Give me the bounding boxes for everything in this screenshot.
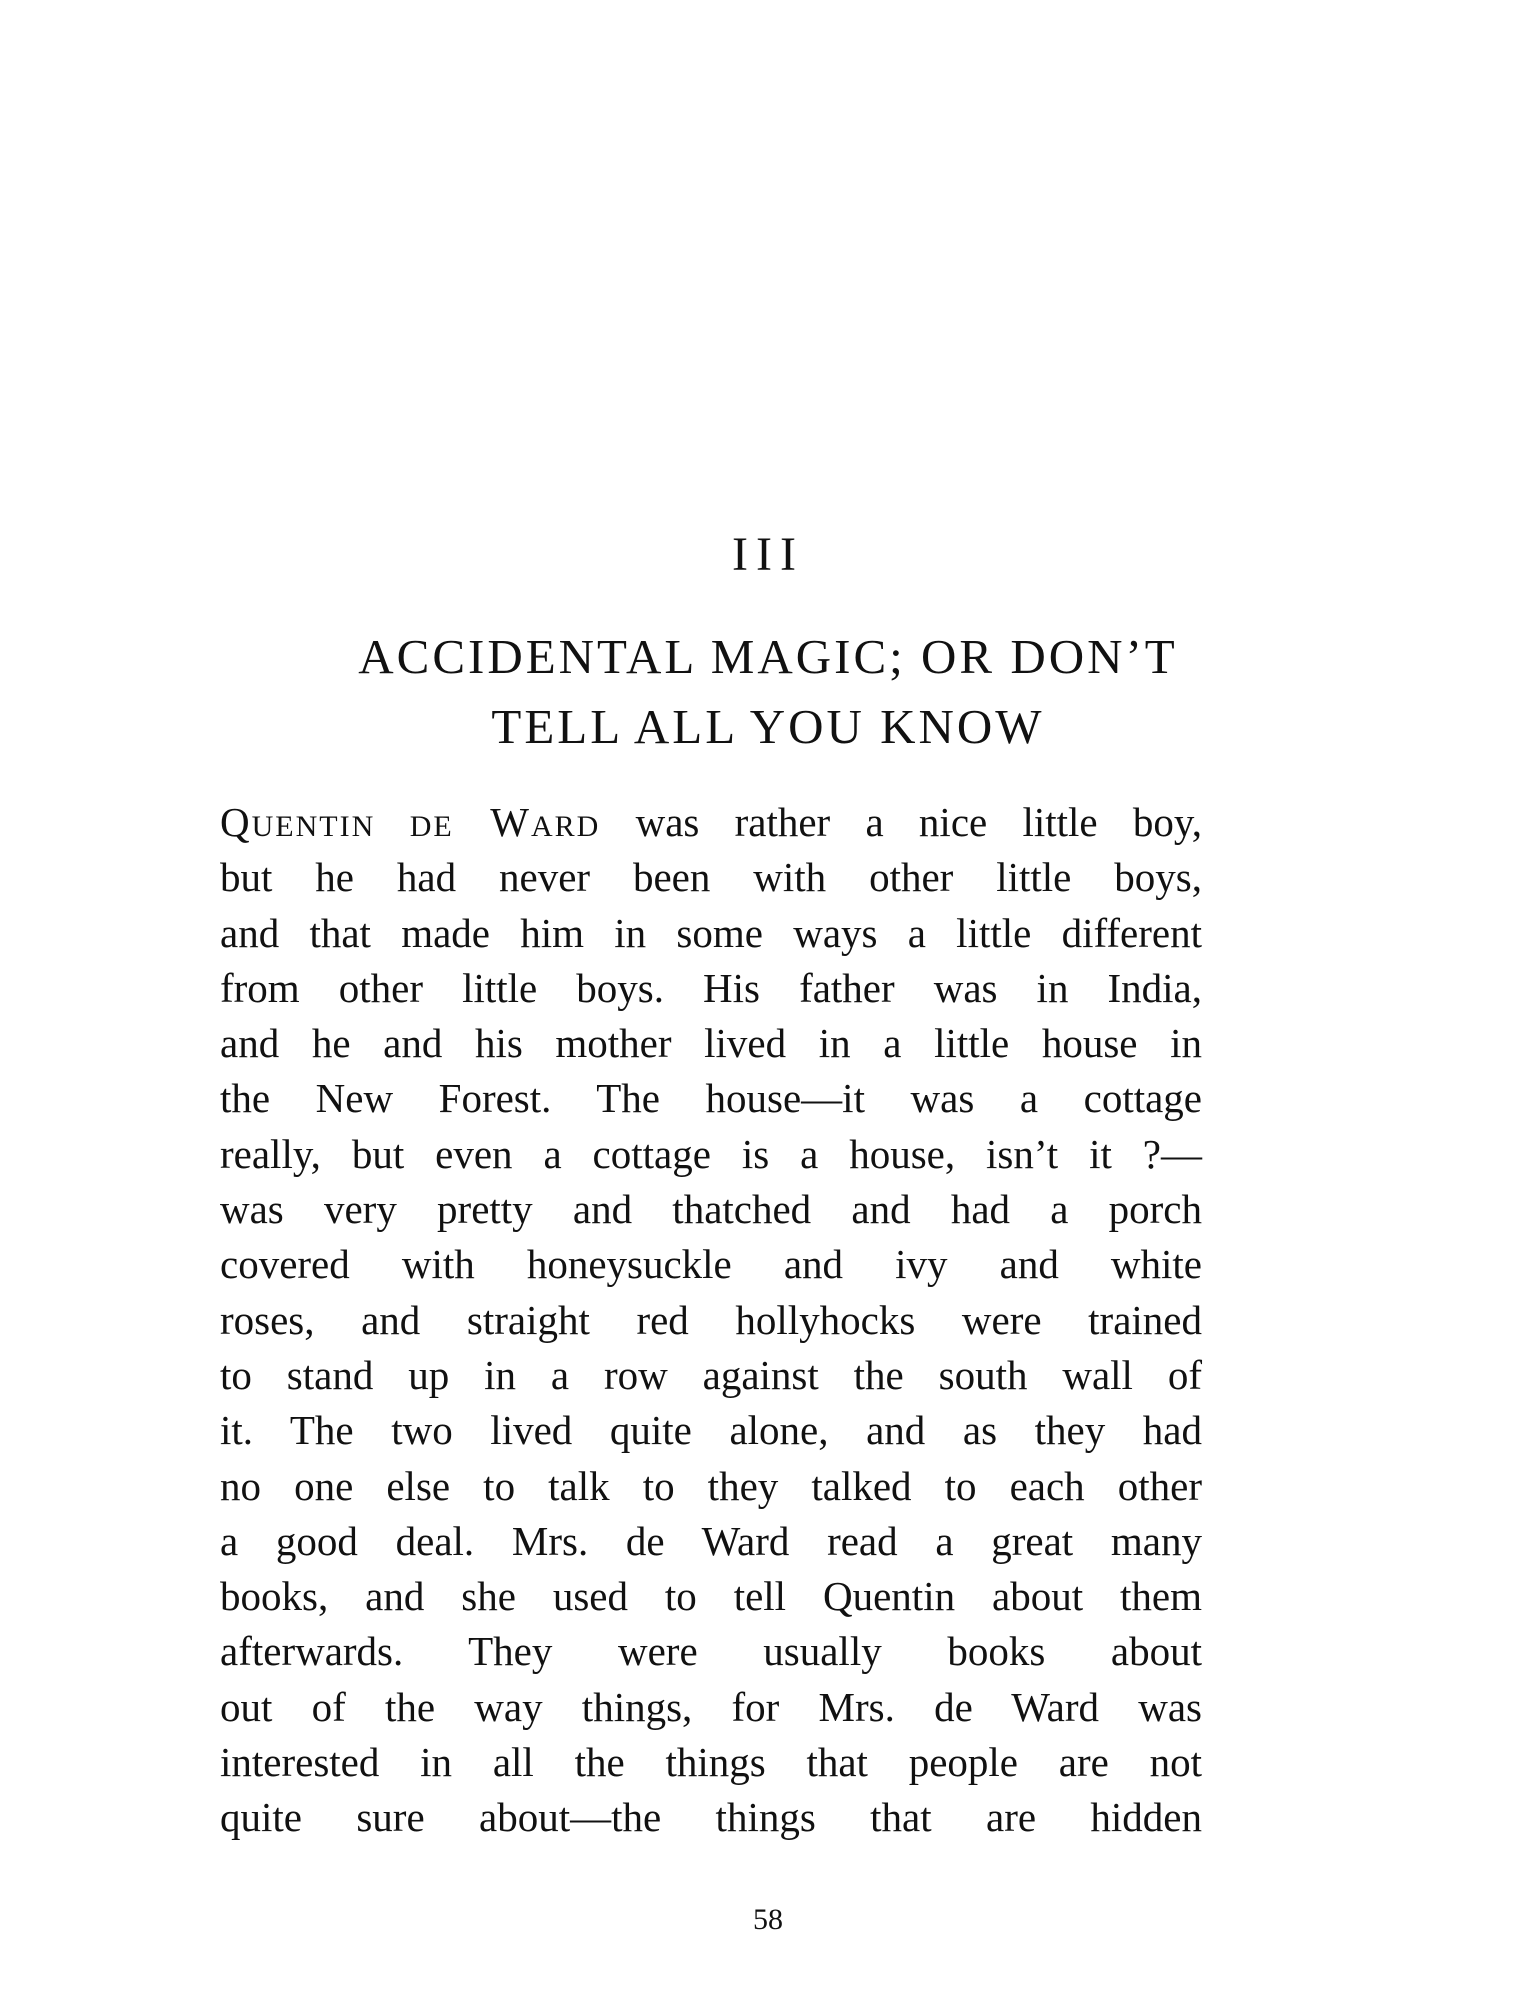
body-line: and he and his mother lived in a little house in <box>220 1020 1202 1067</box>
body-line: from other little boys. His father was in India, <box>220 964 1202 1011</box>
body-line: it. The two lived quite alone, and as they had <box>220 1407 1202 1454</box>
opening-small-caps: QUENTIN DE WARD <box>220 799 601 845</box>
body-line: was very pretty and thatched and had a porch <box>220 1186 1202 1233</box>
chapter-body <box>220 795 1202 1846</box>
chapter-title <box>0 622 1536 762</box>
body-line: a good deal. Mrs. de Ward read a great many <box>220 1517 1202 1564</box>
body-line: to stand up in a row against the south wall of <box>220 1351 1202 1398</box>
chapter-number: III <box>732 528 804 581</box>
body-line: and that made him in some ways a little different <box>220 909 1202 956</box>
body-line: covered with honeysuckle and ivy and white <box>220 1241 1202 1288</box>
body-line: interested in all the things that people are not <box>220 1739 1202 1786</box>
page-number: 58 <box>753 1903 783 1936</box>
body-line: really, but even a cottage is a house, isn’t it ?— <box>220 1130 1202 1177</box>
chapter-title-line: TELL ALL YOU KNOW <box>491 699 1045 754</box>
body-line: roses, and straight red hollyhocks were trained <box>220 1296 1202 1343</box>
body-line-first: QUENTIN DE WARD was rather a nice little boy, <box>220 799 1202 845</box>
body-line: out of the way things, for Mrs. de Ward was <box>220 1683 1202 1730</box>
body-line: but he had never been with other little boys, <box>220 854 1202 901</box>
body-line: afterwards. They were usually books about <box>220 1628 1202 1675</box>
chapter-title-line: ACCIDENTAL MAGIC; OR DON’T <box>358 629 1178 684</box>
body-line: books, and she used to tell Quentin about them <box>220 1573 1202 1620</box>
body-line: the New Forest. The house—it was a cottage <box>220 1075 1202 1122</box>
body-line: no one else to talk to they talked to each other <box>220 1462 1202 1509</box>
body-line: quite sure about—the things that are hidden <box>220 1794 1202 1841</box>
